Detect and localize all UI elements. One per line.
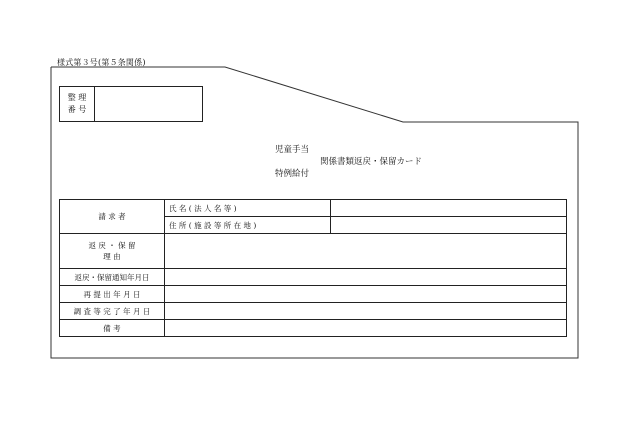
name-field[interactable] <box>331 200 567 217</box>
name-row <box>60 200 567 217</box>
address-label: 住 所 ( 施 設 等 所 在 地 ) <box>165 217 331 234</box>
title-line3: 特例給付 <box>275 169 310 179</box>
remarks-label: 備 考 <box>60 320 165 337</box>
notice-date-row <box>60 269 567 286</box>
seiri-number-box <box>59 86 203 122</box>
name-label: 氏 名 ( 法 人 名 等 ) <box>165 200 331 217</box>
survey-date-label: 調 査 等 完 了 年 月 日 <box>60 303 165 320</box>
card-table <box>59 199 567 337</box>
seiri-number-field[interactable] <box>96 87 202 121</box>
reason-row <box>60 234 567 269</box>
seiri-number-label <box>60 87 95 121</box>
notice-date-label: 返戻・保留通知年月日 <box>60 269 165 286</box>
seiri-label-line1: 整 理 <box>67 93 87 102</box>
resubmit-date-label: 再 提 出 年 月 日 <box>60 286 165 303</box>
reason-field[interactable] <box>165 234 567 269</box>
title-line1: 児童手当 <box>275 145 310 155</box>
survey-date-row <box>60 303 567 320</box>
reason-label-line2: 理 由 <box>103 252 121 261</box>
reason-label-line1: 返 戻 ・ 保 留 <box>88 241 136 250</box>
address-field[interactable] <box>331 217 567 234</box>
remarks-field[interactable] <box>165 320 567 337</box>
notice-date-field[interactable] <box>165 269 567 286</box>
resubmit-date-row <box>60 286 567 303</box>
survey-date-field[interactable] <box>165 303 567 320</box>
title-line2: 関係書類返戻・保留カード <box>320 157 423 167</box>
seiri-label-line2: 番 号 <box>67 105 87 114</box>
resubmit-date-field[interactable] <box>165 286 567 303</box>
claimant-label: 請 求 者 <box>60 200 165 234</box>
remarks-row <box>60 320 567 337</box>
reason-label <box>60 234 165 269</box>
form-number: 様式第３号(第５条関係) <box>57 58 146 67</box>
